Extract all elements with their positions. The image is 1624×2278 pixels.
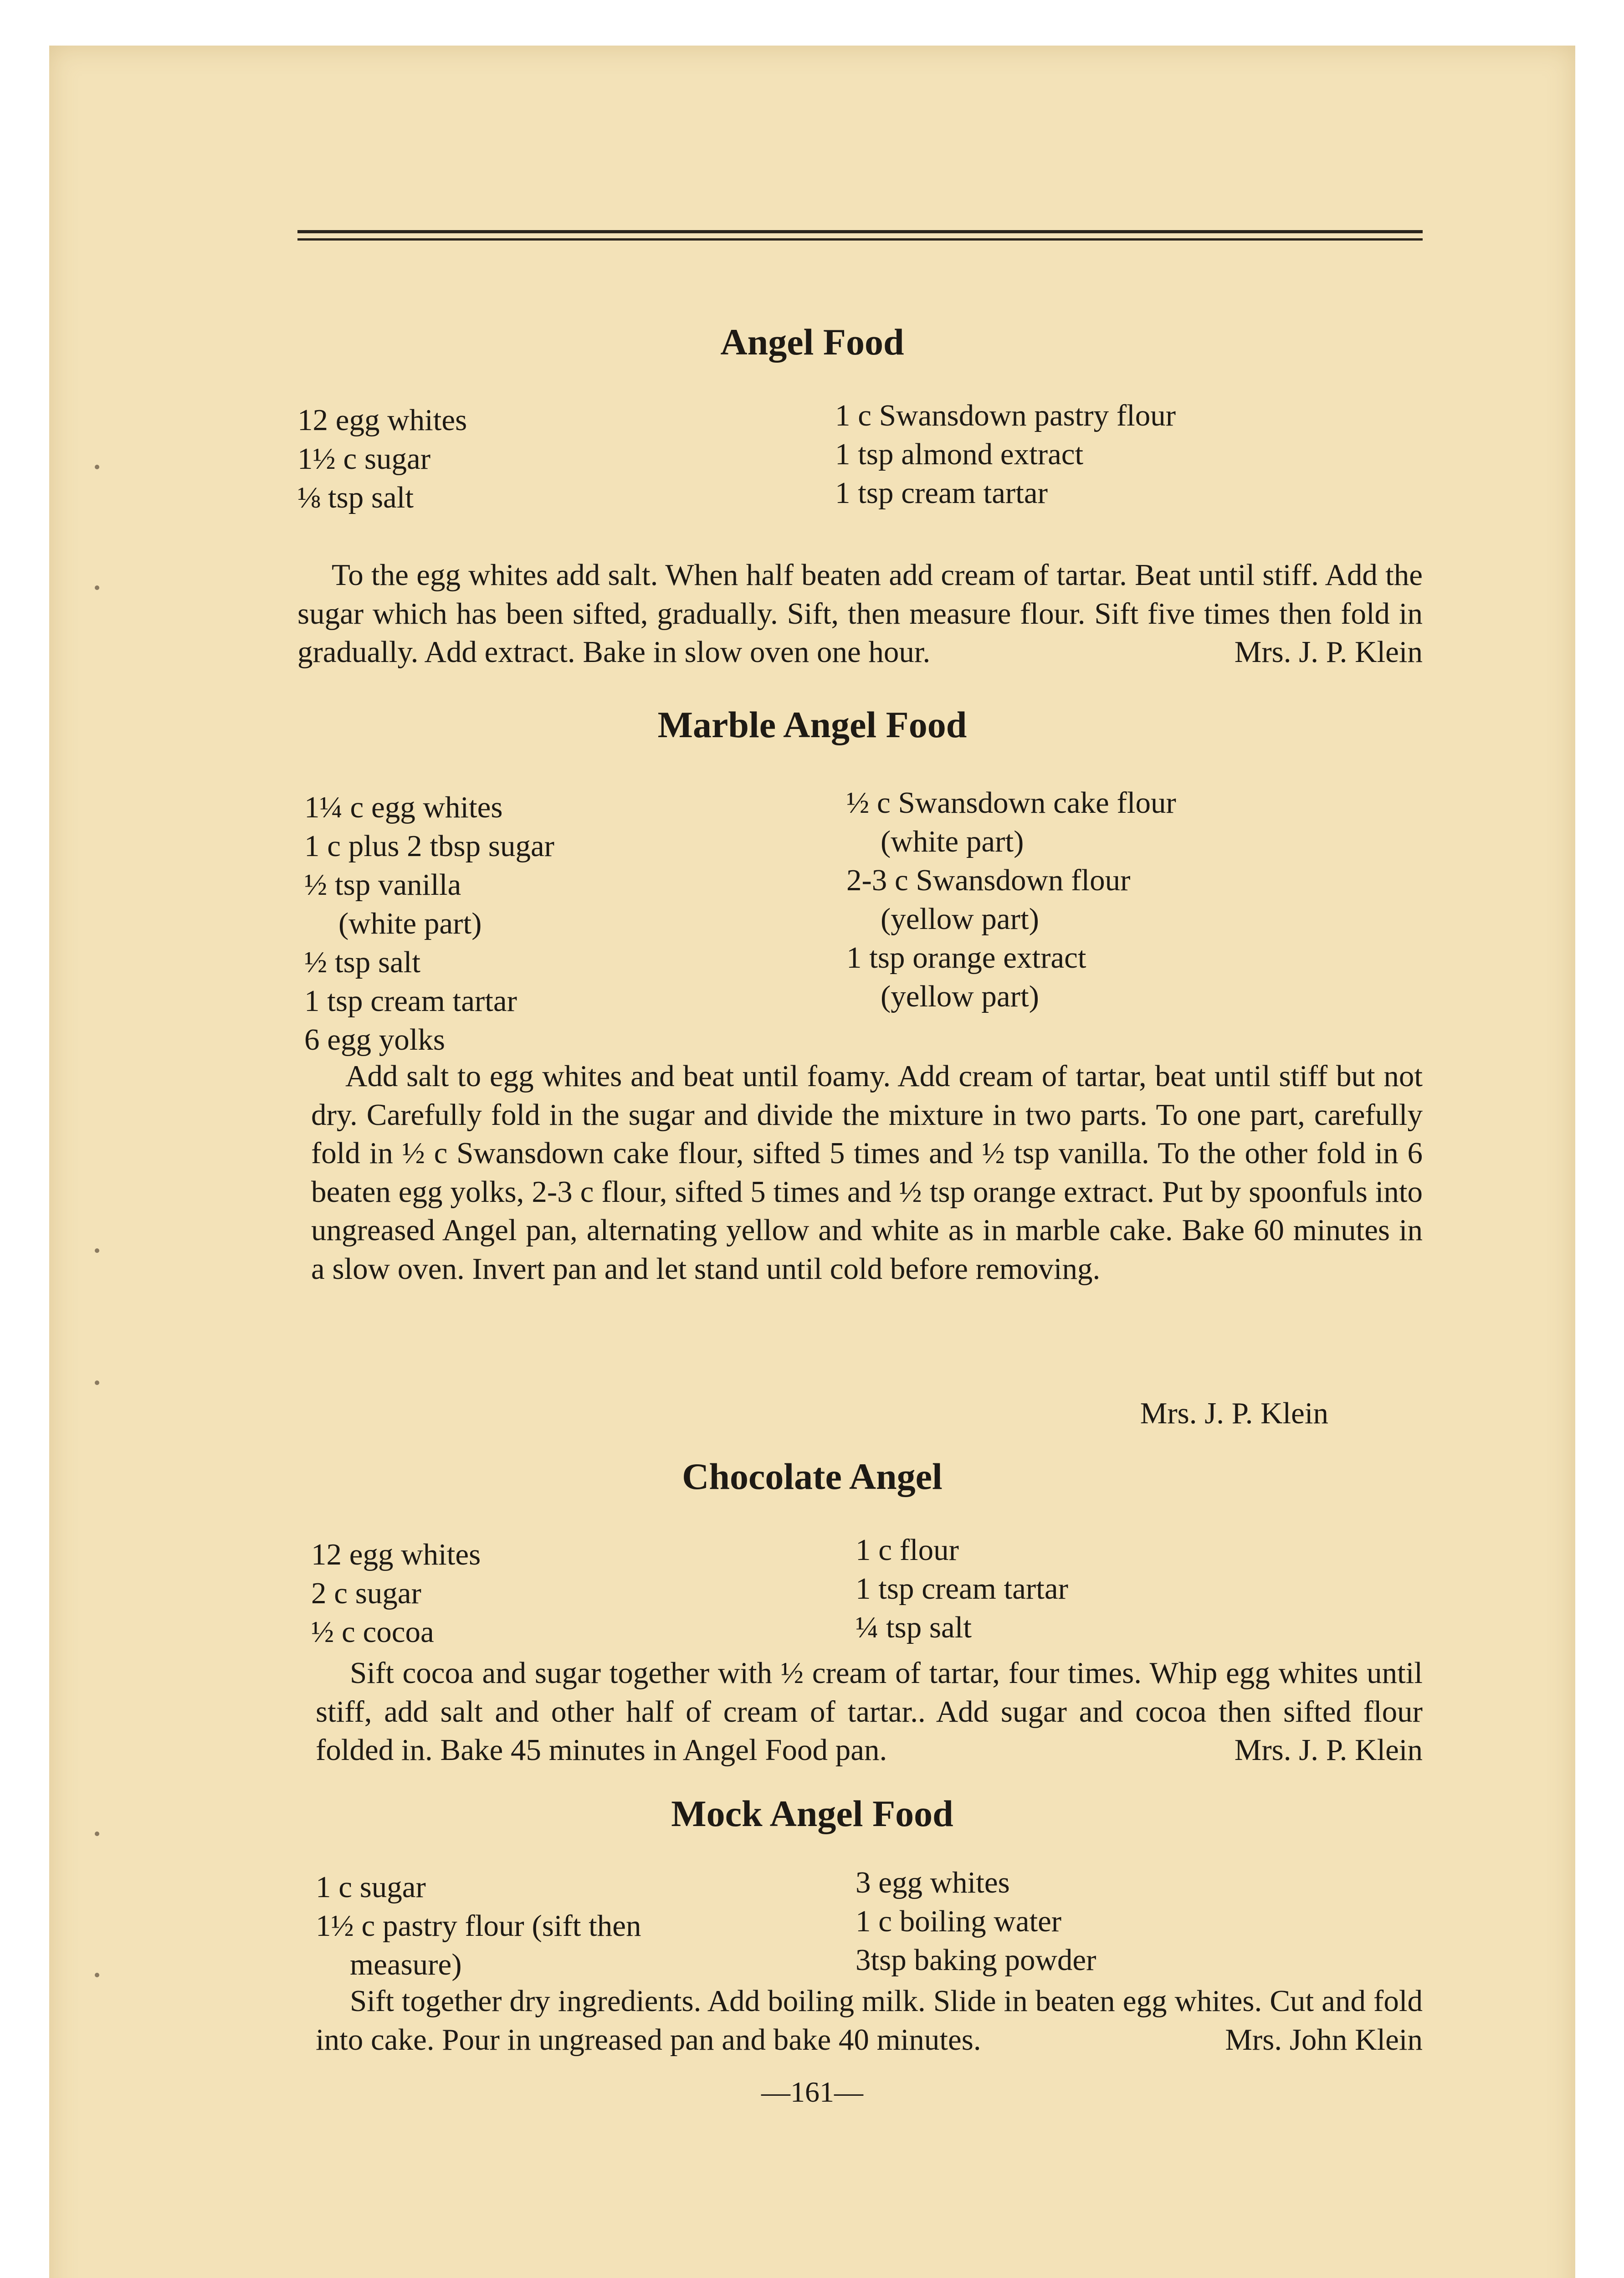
ingredient: 1 tsp orange extract [846, 941, 1086, 975]
ingredients-right [835, 396, 1176, 513]
ingredient-note: (yellow part) [881, 902, 1039, 936]
directions-text: Sift together dry ingredients. Add boiling milk. Slide in beaten egg whites. Cut and fold into cake. Pour in ungreased pan and bake 40 minutes. [316, 1984, 1423, 2057]
paper-speck [95, 1380, 99, 1385]
ingredient: ½ tsp vanilla [304, 868, 461, 902]
ingredient: ½ c cocoa [311, 1615, 434, 1649]
ingredient: 3 egg whites [856, 1866, 1010, 1899]
ingredient: ½ tsp salt [304, 945, 420, 979]
ingredient: 1½ c sugar [297, 442, 431, 476]
paper-speck [95, 1973, 99, 1977]
ingredients-left [311, 1535, 481, 1652]
ingredient: 1 c sugar [316, 1870, 426, 1904]
page-number: —161— [761, 2076, 863, 2108]
cookbook-page [49, 46, 1575, 2278]
ingredient: 2-3 c Swansdown flour [846, 863, 1131, 897]
ingredient: 1 c boiling water [856, 1904, 1062, 1938]
ingredients-right [856, 1531, 1068, 1647]
ingredient: ½ c Swansdown cake flour [846, 786, 1176, 820]
ingredient: 1 c Swansdown pastry flour [835, 399, 1176, 432]
ingredient-note: (white part) [338, 907, 482, 940]
paper-speck [95, 585, 99, 590]
ingredient: ⅛ tsp salt [297, 481, 414, 514]
ingredient: 1 tsp cream tartar [304, 984, 517, 1018]
paper-speck [95, 1832, 99, 1836]
author: Mrs. J. P. Klein [1140, 1396, 1328, 1430]
ingredient: 1 tsp cream tartar [856, 1572, 1068, 1606]
directions-text: Sift cocoa and sugar together with ½ cream of tartar, four times. Whip egg whites until stiff, add salt and other half of cream of tartar.. Add sugar and cocoa then sifted flour folded in. Bake 45 minutes in Angel Food pan. [316, 1656, 1423, 1767]
ingredient-note: measure) [350, 1948, 462, 1981]
recipe-title-chocolate-angel: Chocolate Angel [682, 1456, 943, 1497]
ingredients-left [316, 1868, 641, 1984]
directions-text: To the egg whites add salt. When half beaten add cream of tartar. Beat until stiff. Add the sugar which has been sifted, gradually. Sift, then measure flour. Sift five times then fold in gradually. Add extract. Bake in slow oven one hour. [297, 558, 1423, 669]
ingredient: 1 c plus 2 tbsp sugar [304, 829, 554, 863]
ingredients-right [846, 784, 1176, 1016]
ingredient: 1 tsp almond extract [835, 437, 1084, 471]
ingredients-left [304, 788, 554, 1059]
ingredient-note: (white part) [881, 825, 1024, 858]
paper-speck [95, 465, 99, 469]
directions [316, 1654, 1423, 1770]
ingredient: 1¼ c egg whites [304, 790, 503, 824]
recipe-title-angel-food: Angel Food [720, 321, 904, 363]
recipe-title-marble-angel-food: Marble Angel Food [657, 704, 967, 745]
ingredient: ¼ tsp salt [856, 1611, 972, 1644]
directions [297, 556, 1423, 672]
recipe-title-mock-angel-food: Mock Angel Food [671, 1793, 953, 1834]
author: Mrs. J. P. Klein [1234, 635, 1423, 669]
directions-text: Add salt to egg whites and beat until foamy. Add cream of tartar, beat until stiff but not dry. Carefully fold in the sugar and divide the mixture in two parts. To one part, carefully fold in ½ c Swansdown cake flour, sifted 5 times and ½ tsp vanilla. To the other fold in 6 beaten egg yolks, 2-3 c flour, sifted 5 times and ½ tsp orange extract. Put by spoonfuls into ungreased Angel pan, alternating yellow and white as in marble cake. Bake 60 minutes in a slow oven. Invert pan and let stand until cold before removing. [311, 1059, 1423, 1286]
author: Mrs. J. P. Klein [1234, 1733, 1423, 1767]
author: Mrs. John Klein [1225, 2022, 1423, 2057]
ingredient: 12 egg whites [311, 1538, 481, 1571]
ingredient: 1 c flour [856, 1533, 959, 1567]
ingredient-note: (yellow part) [881, 980, 1039, 1013]
ingredient: 2 c sugar [311, 1576, 421, 1610]
ingredient: 1½ c pastry flour (sift then [316, 1909, 641, 1943]
ingredients-right [856, 1863, 1096, 1980]
paper-speck [95, 1248, 99, 1253]
ingredient: 3tsp baking powder [856, 1943, 1096, 1977]
ingredient: 1 tsp cream tartar [835, 476, 1048, 510]
top-rule-thin [297, 238, 1423, 241]
ingredient: 12 egg whites [297, 403, 467, 437]
directions [316, 1982, 1423, 2059]
top-rule [297, 230, 1423, 233]
ingredients-left [297, 401, 467, 517]
ingredient: 6 egg yolks [304, 1023, 445, 1057]
directions [311, 1057, 1423, 1288]
